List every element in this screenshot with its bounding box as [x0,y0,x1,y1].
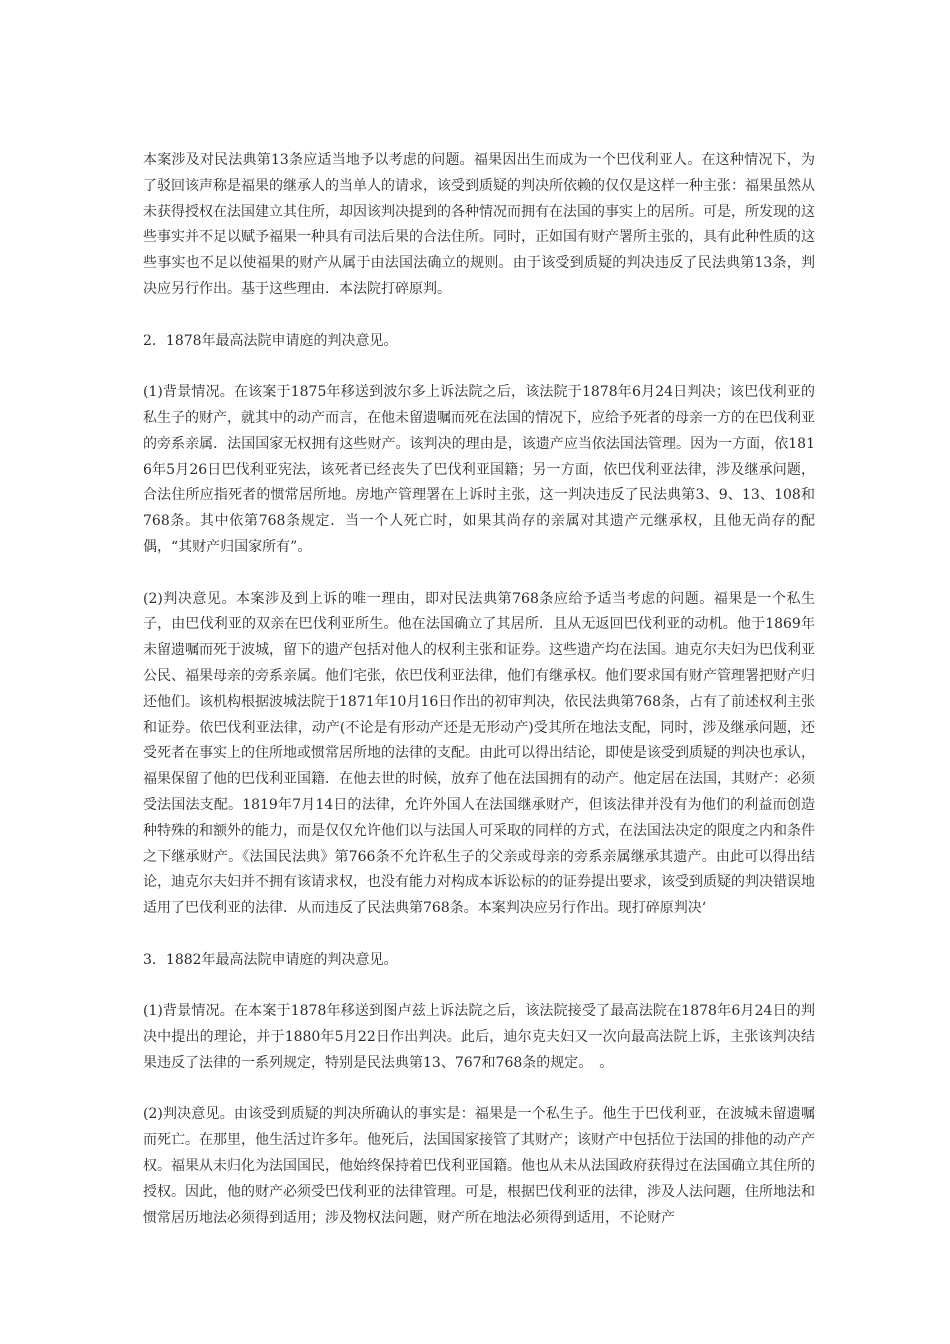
paragraph-1878-opinion: (2)判决意见。本案涉及到上诉的唯一理由，即对民法典第768条应给予适当考虑的问题。福果是一个私生子，由巴伐利亚的双亲在巴伐利亚所生。他在法国确立了其居所．且从无返回巴伐利亚的动机。他于1869年未留遗嘱而死于波城，留下的遗产包括对他人的权利主张和证券。这些遗产均在法国。迪克尔夫妇为巴伐利亚公民、福果母亲的旁系亲属。他们宅张，依巴伐利亚法律，他们有继承权。他们要求国有财产管理署把财产归还他们。该机构根据波城法院于1871年10月16日作出的初审判决，依民法典第768条，占有了前述权利主张和证券。依巴伐利亚法律，动产(不论是有形动产还是无形动产)受其所在地法支配，同时，涉及继承问题，还受死者在事实上的住所地或惯常居所地的法律的支配。由此可以得出结论，即使是该受到质疑的判决也承认，福果保留了他的巴伐利亚国籍．在他去世的时候，放弃了他在法国拥有的动产。他定居在法国，其财产：必须受法国法支配。1819年7月14日的法律，允许外国人在法国继承财产，但该法律并没有为他们的利益而创造种特殊的和额外的能力，而是仅仅允许他们以与法国人可采取的同样的方式，在法国法决定的限度之内和条件之下继承财产。《法国民法典》第766条不允许私生子的父亲或母亲的旁系亲属继承其遗产。由此可以得出结论，迪克尔夫妇并不拥有该请求权，也没有能力对构成本诉讼标的的证券提出要求，该受到质疑的判决错误地适用了巴伐利亚的法律．从而违反了民法典第768条。本案判决应另行作出。现打碎原判决‘ [143,590,815,917]
paragraph-1878-background: (1)背景情况。在该案于1875年移送到波尔多上诉法院之后，该法院于1878年6月24日判决；该巴伐利亚的私生子的财产，就其中的动产而言，在他未留遗嘱而死在法国的情况下，应给予死者的母亲一方的在巴伐利亚的旁系亲属．法国国家无权拥有这些财产。该判决的理由是，该遗产应当依法国法管理。因为一方面，依1816年5月26日巴伐利亚宪法，该死者已经丧失了巴伐利亚国籍；另一方面，依巴伐利亚法律，涉及继承问题，合法住所应指死者的惯常居所地。房地产管理署在上诉时主张，这一判决违反了民法典第3、9、13、108和768条。其中依第768条规定．当一个人死亡时，如果其尚存的亲属对其遗产元继承权，且他无尚存的配偶，“其财产归国家所有”。 [143,384,815,555]
document-body [143,148,815,1257]
section-heading-1878: 2．1878年最高法院申请庭的判决意见。 [143,332,398,349]
paragraph-1882-opinion: (2)判决意见。由该受到质疑的判决所确认的事实是：福果是一个私生子。他生于巴伐利亚，在波城未留遗嘱而死亡。在那里，他生活过许多年。他死后，法国国家接管了其财产；该财产中包括位于法国的排他的动产产权。福果从未归化为法国国民，他始终保持着巴伐利亚国籍。他也从未从法国政府获得过在法国确立其住所的授权。因此，他的财产必须受巴伐利亚的法律管理。可是，根据巴伐利亚的法律，涉及人法问题，住所地法和惯常居历地法必须得到适用；涉及物权法问题，财产所在地法必须得到适用，不论财产 [143,1106,815,1226]
paragraph-case-summary: 本案涉及对民法典第13条应适当地予以考虑的问题。福果因出生而成为一个巴伐利亚人。在这种情况下，为了驳回该声称是福果的继承人的当单人的请求，该受到质疑的判决所依赖的仅仅是这样一种主张：福果虽然从未获得授权在法国建立其住所，却因该判决提到的各种情况而拥有在法国的事实上的居所。可是，所发现的这些事实并不足以赋予福果一种具有司法后果的合法住所。同时，正如国有财产署所主张的，具有此种性质的这些事实也不足以使福果的财产从属于由法国法确立的规则。由于该受到质疑的判决违反了民法典第13条，判决应另行作出。基于这些理由．本法院打碎原判。 [143,152,815,297]
paragraph-1882-background: (1)背景情况。在本案于1878年移送到图卢兹上诉法院之后，该法院接受了最高法院在1878年6月24日的判决中提出的理论，并于1880年5月22日作出判决。此后，迪尔克夫妇又一次向最高法院上诉，主张该判决结果违反了法律的一系列规定，特别是民法典第13、767和768条的规定。 。 [143,1003,815,1071]
section-heading-1882: 3．1882年最高法院申请庭的判决意见。 [143,951,398,968]
